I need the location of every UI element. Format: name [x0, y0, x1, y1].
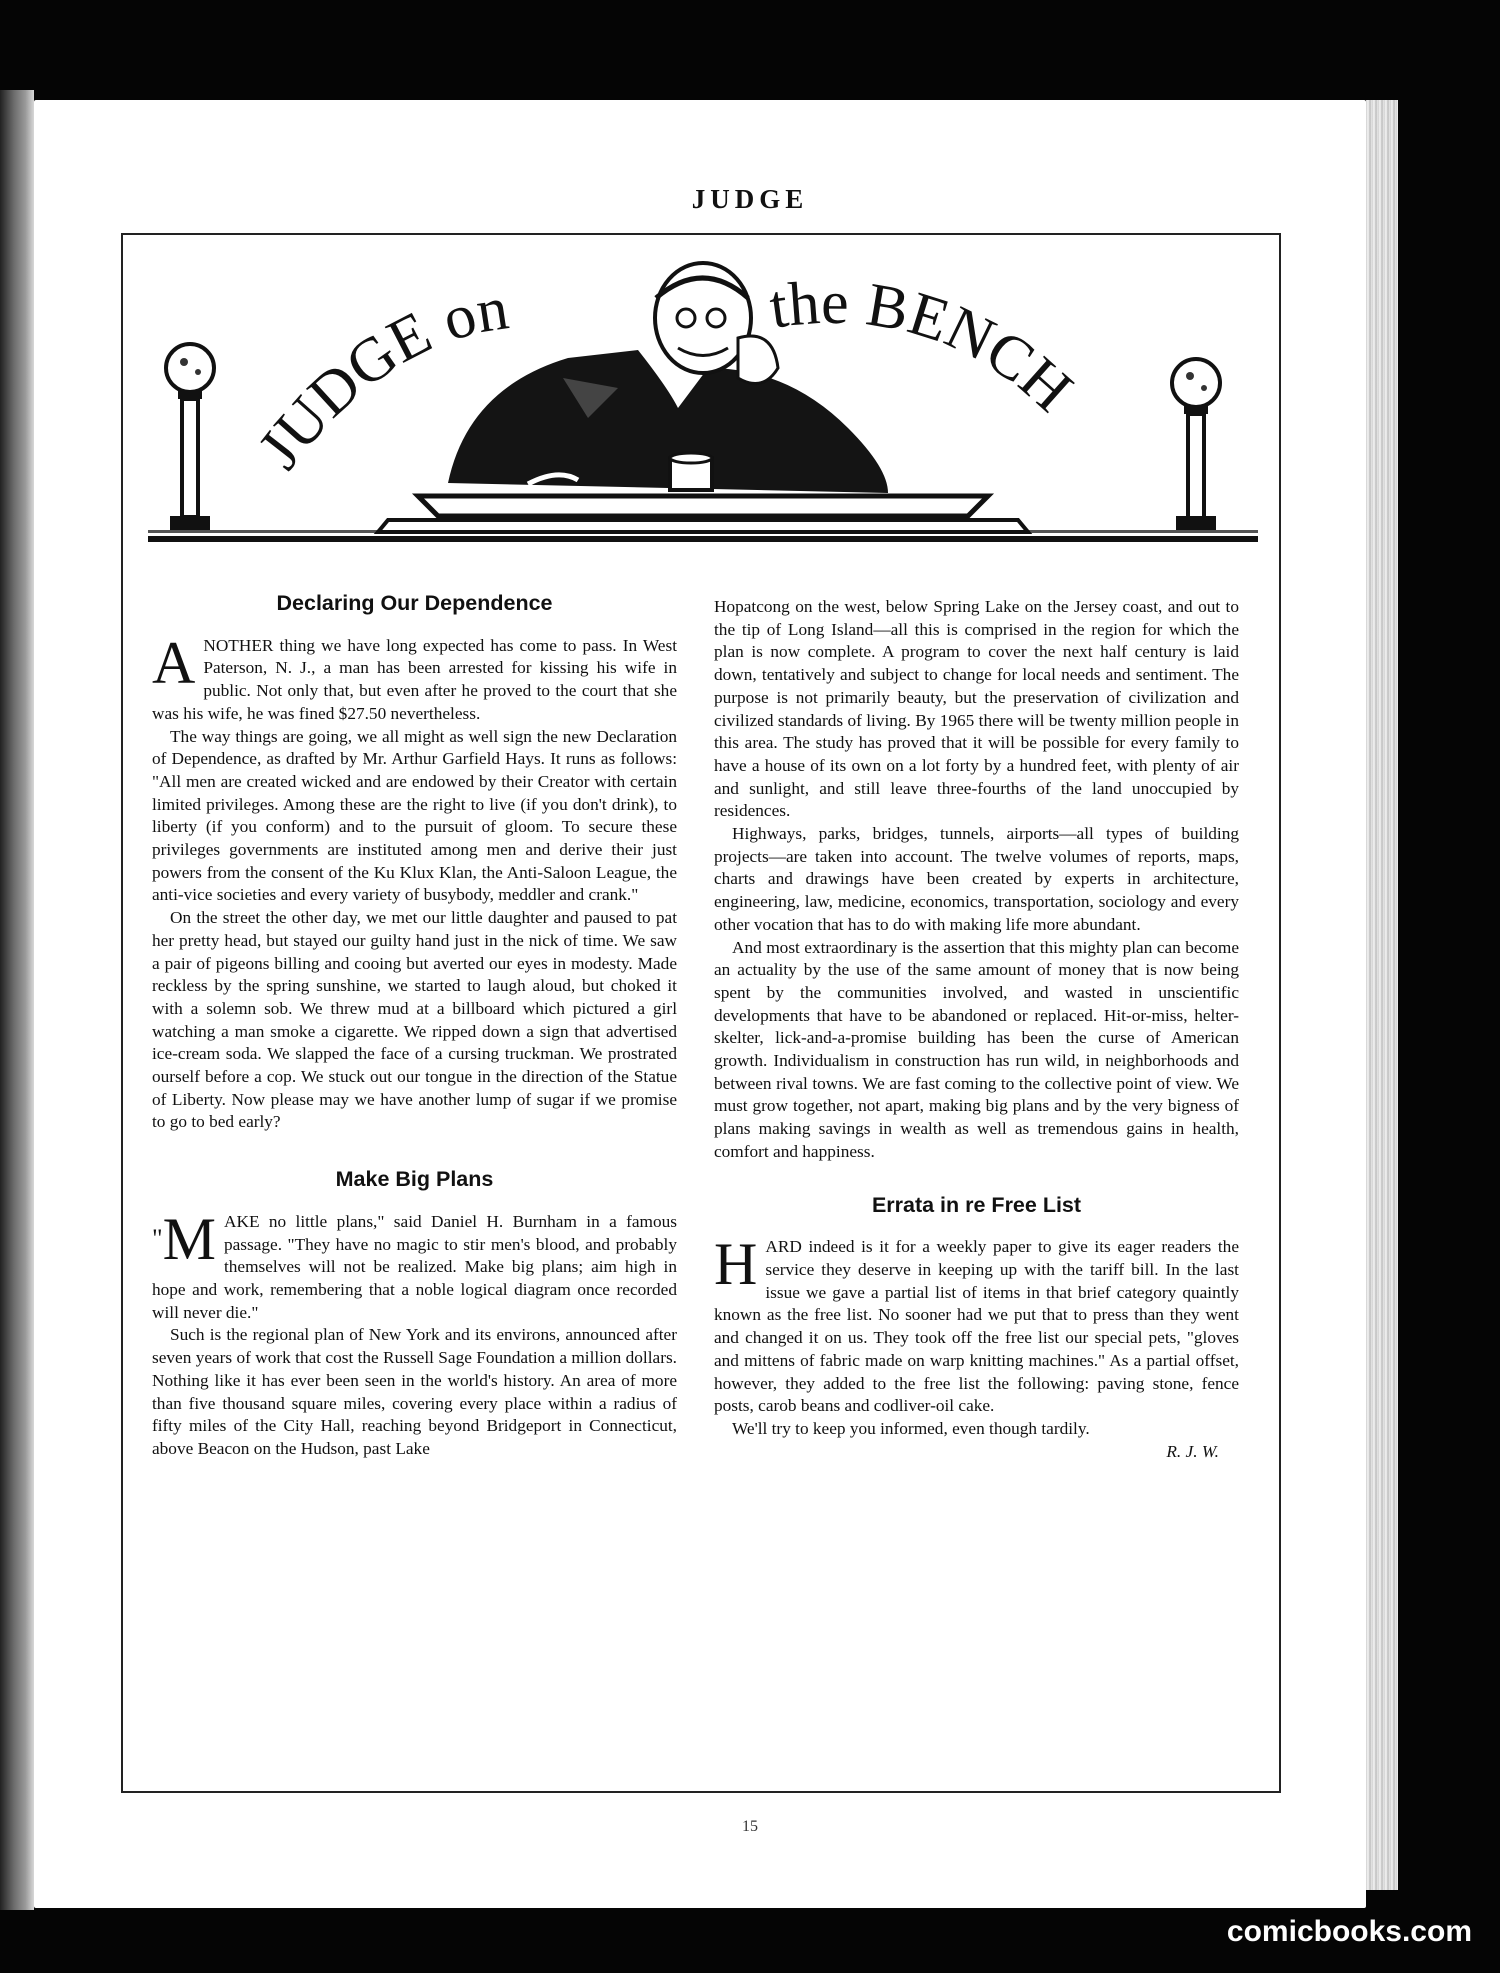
judge-on-the-bench-banner	[148, 258, 1258, 548]
paragraph-text: no little plans," said Daniel H. Burnham in a famous passage. "They have no magic to stir men's blood, and probably themselves will not be realized. Make big plans; aim high in hope and work, remembering that a noble logical diagram once recorded will never die."	[152, 1211, 677, 1322]
declaring-paragraph-3: On the street the other day, we met our little daughter and paused to pat her pretty head, but stayed our guilty hand just in the nick of time. We saw a pair of pigeons billing and cooing but averted our eyes in modesty. Made reckless by the spring sunshine, we started to laugh aloud, but choked it with a solemn sob. We threw mud at a billboard which pictured a girl watching a man smoke a cigarette. We ripped down a sign that advertised ice-cream soda. We slapped the face of a cursing truckman. We prostrated ourself before a cop. We stuck out our tongue in the direction of the Statue of Liberty. Now please may we have another lump of sugar if we promise to go to bed early?	[152, 908, 677, 1132]
drop-cap	[152, 1205, 216, 1272]
declaring-paragraph-2: The way things are going, we all might as well sign the new Declaration of Dependence, as drafted by Mr. Arthur Garfield Hays. It runs as follows: "All men are created wicked and are endowed by their Creator with certain limited privileges. Among these are the right to live (if you don't drink), to liberty (if you conform) and to the pursuit of gloom. To secure these privileges governments are instituted among men and derive their just powers from the consent of the Ku Klux Klan, the Anti-Saloon League, the anti-vice societies and every variety of busybody, meddler and crank."	[152, 726, 677, 905]
left-lamp-icon	[166, 344, 214, 530]
plans-paragraph-4: And most extraordinary is the assertion that this mighty plan can become an actuality by the use of the same amount of money that is now being spent by the communities involved, and wasted in unscientific developments that have to be abandoned or replaced. Hit-or-miss, helter-skelter, lick-and-a-promise building has been the curse of American growth. Individualism in construction has run wild, in neighborhoods and between rival towns. We are fast coming to the collective point of view. We must grow together, not apart, making big plans and by the very bigness of plans making savings in wealth as well as tremendous gains in health, comfort and happiness.	[714, 937, 1239, 1161]
banner-title-right-path: the BENCH	[765, 268, 1086, 426]
plans-paragraph-1	[152, 1205, 677, 1325]
plans-paragraph-2: Such is the regional plan of New York and its environs, announced after seven years of work that cost the Russell Sage Foundation a million dollars. Nothing like it has ever been seen in the world's history. An area of more than five thousand square miles, covering every place within a radius of fifty miles of the City Hall, reaching beyond Bridgeport in Connecticut, above Beacon on the Hudson, past Lake	[152, 1325, 677, 1458]
declaring-paragraph-1	[152, 629, 677, 726]
section-title-errata: Errata in re Free List	[871, 1192, 1082, 1217]
lead-word: AKE	[223, 1211, 260, 1231]
banner-title-left-path: JUDGE on	[245, 274, 513, 482]
plans-continued-paragraph: Hopatcong on the west, below Spring Lake on the Jersey coast, and out to the tip of Long Island—all this is comprised in the region for which the plan is now complete. A program to cover the next half century is laid down, tentatively and subject to change for local needs and sentiment. The purpose is not primarily beauty, but the preservation of civilization and civilized standards of living. By 1965 there will be twenty million people in this area. The study has proved that it will be possible for every family to have a house of its own on a lot forty by a hundred feet, with plenty of air and sunlight, and still leave three-fourths of the land unoccupied by residences.	[714, 597, 1239, 821]
paragraph-text: thing we have long expected has come to pass. In West Paterson, N. J., a man has been arrested for kissing his wife in public. Not only that, but even after he proved to the court that she was his wife, he was fined $27.50 nevertheless.	[152, 635, 677, 723]
lead-word: ARD	[765, 1237, 802, 1257]
paragraph-text: indeed is it for a weekly paper to give its eager readers the service they deserve in keeping up with the tariff bill. In the last issue we gave a partial list of items in that brief category quaintly known as the free list. No sooner had we put that to press than they went and changed it on us. They took off the free list our special pets, "gloves and mittens of fabric made on warp knitting machines." As a partial offset, however, they added to the free list the following: paving stone, fence posts, carob beans and codliver-oil cake.	[714, 1237, 1239, 1416]
errata-paragraph-2: We'll try to keep you informed, even though tardily.	[732, 1418, 1090, 1438]
section-title-declaring: Declaring Our Dependence	[276, 591, 553, 615]
lead-word: NOTHER	[203, 635, 274, 655]
bench-desk	[378, 496, 1028, 532]
section-title-make-big-plans: Make Big Plans	[335, 1167, 494, 1192]
page-edges	[1366, 100, 1398, 1890]
running-head: JUDGE	[691, 184, 809, 214]
drop-cap: A	[152, 629, 196, 696]
book-gutter-shadow	[0, 90, 34, 1910]
watermark-text: comicbooks.com	[1226, 1915, 1472, 1948]
right-column	[714, 596, 1239, 1463]
right-lamp-icon	[1172, 359, 1220, 530]
drop-cap-letter: M	[162, 1205, 216, 1272]
left-column	[152, 592, 677, 1461]
open-quote: "	[152, 1223, 163, 1253]
plans-paragraph-3: Highways, parks, bridges, tunnels, airports—all types of building projects—are taken into account. The twelve volumes of reports, maps, charts and drawings have been created by experts in architecture, engineering, law, medicine, economics, transportation, sociology and every other vocation that has to do with making life more abundant.	[714, 824, 1239, 934]
page-number: 15	[742, 1818, 758, 1835]
errata-paragraph-1	[714, 1231, 1239, 1418]
drop-cap: H	[714, 1231, 758, 1298]
bench-base	[148, 536, 1258, 542]
author-signature: R. J. W.	[1166, 1441, 1219, 1461]
